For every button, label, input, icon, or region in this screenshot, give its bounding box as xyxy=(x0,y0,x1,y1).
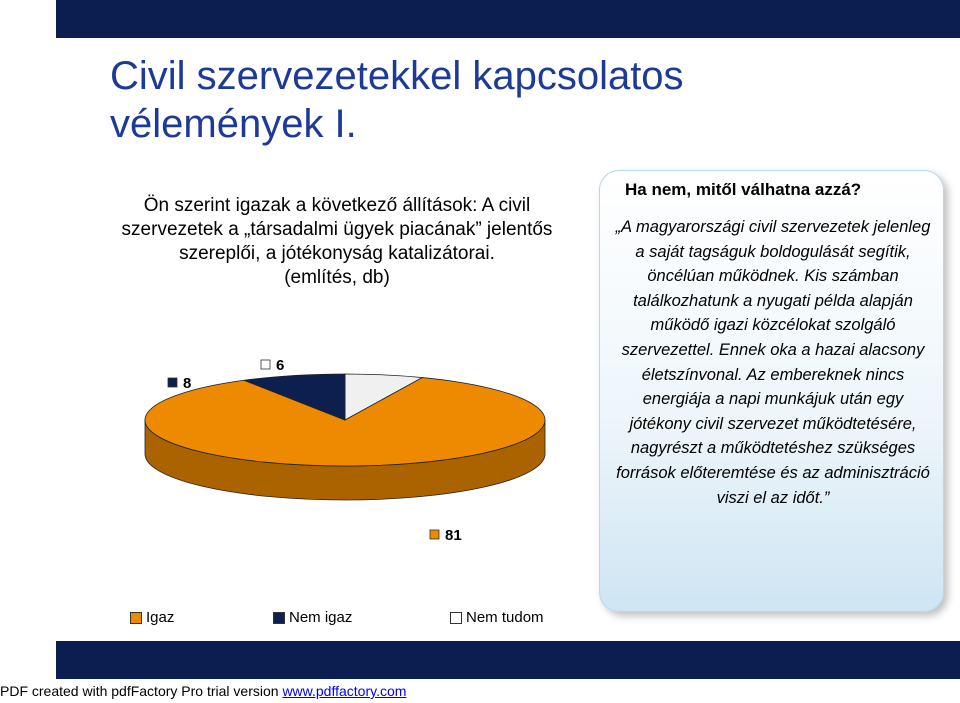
legend-item-igaz xyxy=(130,609,174,626)
legend-label-igaz: Igaz xyxy=(146,609,175,626)
top-banner xyxy=(56,0,960,38)
pdf-footer xyxy=(0,683,406,699)
callout-heading: Ha nem, mitől válhatna azzá? xyxy=(625,180,862,199)
callout-quote: „A magyarországi civil szervezetek jelenleg a saját tagságuk boldogulását segítik, öncélúan működnek. Kis számban találkozhatunk a nyugati példa alapján működő igazi közcélokat szolgáló szervezettel. Ennek oka a hazai alacsony életszínvonal. Az embereknek nincs energiája a napi munkájuk után egy jótékony civil szervezet működtetésére, nagyrészt a működtetéshez szükséges források előteremtése és az adminisztráció viszi el az időt.” xyxy=(615,218,931,507)
data-label-igaz: 81 xyxy=(445,527,462,544)
data-label-nem-tudom: 6 xyxy=(276,357,285,374)
data-label-swatch-nem-tudom xyxy=(261,360,270,369)
footer-text: PDF created with pdfFactory Pro trial version xyxy=(0,683,283,699)
question-text: Ön szerint igazak a következő állítások: A civil szervezetek a „társadalmi ügyek piacának” jelentős szereplői, a jótékonyság katalizátorai. xyxy=(121,195,553,264)
question-note: (említés, db) xyxy=(284,267,390,288)
data-label-nem-igaz: 8 xyxy=(183,375,192,392)
data-label-swatch-igaz xyxy=(430,530,439,539)
survey-question xyxy=(112,194,562,290)
footer-link[interactable]: www.pdffactory.com xyxy=(282,683,407,699)
data-label-swatch-nem-igaz xyxy=(168,378,177,387)
page-title: Civil szervezetekkel kapcsolatos vélemények I. xyxy=(110,54,684,146)
legend-label-nem-tudom: Nem tudom xyxy=(466,609,544,626)
legend-item-nem-igaz xyxy=(273,609,352,626)
pie-chart xyxy=(110,340,580,570)
legend-swatch-igaz xyxy=(130,612,142,624)
legend-label-nem-igaz: Nem igaz xyxy=(289,609,353,626)
legend-swatch-nem-igaz xyxy=(273,612,285,624)
legend-item-nem-tudom xyxy=(450,609,544,626)
legend-swatch-nem-tudom xyxy=(450,612,462,624)
bottom-banner xyxy=(56,641,960,679)
chart-legend xyxy=(130,609,580,629)
quote-callout xyxy=(599,170,944,612)
